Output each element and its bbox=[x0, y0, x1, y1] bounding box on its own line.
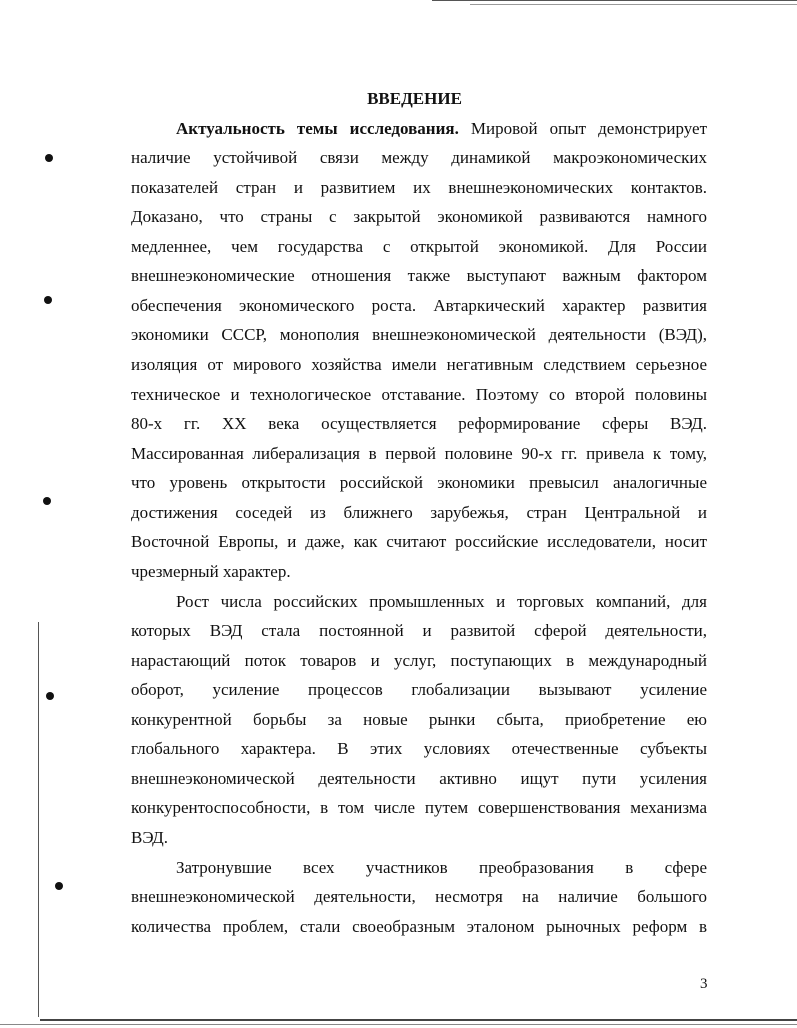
paragraph-line: Доказано, что страны с закрытой экономикой развиваются намного bbox=[131, 207, 707, 226]
paragraph-line: которых ВЭД стала постоянной и развитой сферой деятельности, bbox=[131, 621, 707, 640]
binder-hole-mark bbox=[55, 882, 63, 890]
binder-hole-mark bbox=[44, 296, 52, 304]
paragraph-line: внешнеэкономической деятельности активно ищут пути усиления bbox=[131, 769, 707, 788]
paragraph-line: чрезмерный характер. bbox=[131, 562, 291, 581]
scan-edge-line bbox=[432, 0, 797, 1]
paragraph-line: оборот, усиление процессов глобализации вызывают усиление bbox=[131, 680, 707, 699]
paragraph-line: Рост числа российских промышленных и торговых компаний, для bbox=[176, 592, 707, 611]
binder-hole-mark bbox=[43, 497, 51, 505]
paragraph-line: конкурентной борьбы за новые рынки сбыта, приобретение ею bbox=[131, 710, 707, 729]
paragraph-line: экономики СССР, монополия внешнеэкономической деятельности (ВЭД), bbox=[131, 325, 707, 344]
paragraph-line: ВЭД. bbox=[131, 828, 168, 847]
scan-edge-line bbox=[470, 4, 797, 5]
scan-margin-line bbox=[38, 622, 39, 1017]
paragraph-line: что уровень открытости российской экономики превысил аналогичные bbox=[131, 473, 707, 492]
page-number: 3 bbox=[700, 976, 708, 992]
paragraph-line: Затронувшие всех участников преобразования в сфере bbox=[176, 858, 707, 877]
paragraph-line: Массированная либерализация в первой половине 90-х гг. привела к тому, bbox=[131, 444, 707, 463]
paragraph-line: медленнее, чем государства с открытой экономикой. Для России bbox=[131, 237, 707, 256]
paragraph-line: количества проблем, стали своеобразным эталоном рыночных реформ в bbox=[131, 917, 707, 936]
paragraph-line: внешнеэкономической деятельности, несмотря на наличие большого bbox=[131, 887, 707, 906]
paragraph-line: достижения соседей из ближнего зарубежья, стран Центральной и bbox=[131, 503, 707, 522]
scan-edge-line bbox=[40, 1019, 797, 1021]
paragraph-line: изоляция от мирового хозяйства имели негативным следствием серьезное bbox=[131, 355, 707, 374]
paragraph-line: нарастающий поток товаров и услуг, поступающих в международный bbox=[131, 651, 707, 670]
scan-edge-line bbox=[0, 1024, 797, 1025]
paragraph-line: наличие устойчивой связи между динамикой макроэкономических bbox=[131, 148, 707, 167]
paragraph-line: показателей стран и развитием их внешнеэкономических контактов. bbox=[131, 178, 707, 197]
paragraph-line: обеспечения экономического роста. Автаркический характер развития bbox=[131, 296, 707, 315]
paragraph-line: техническое и технологическое отставание. Поэтому со второй половины bbox=[131, 385, 707, 404]
page-heading: ВВЕДЕНИЕ bbox=[367, 89, 462, 108]
binder-hole-mark bbox=[45, 154, 53, 162]
paragraph-line: внешнеэкономические отношения также выступают важным фактором bbox=[131, 266, 707, 285]
paragraph-line: конкурентоспособности, в том числе путем совершенствования механизма bbox=[131, 798, 707, 817]
binder-hole-mark bbox=[46, 692, 54, 700]
paragraph-line: Актуальность темы исследования. Мировой опыт демонстрирует bbox=[176, 119, 708, 138]
lead-heading: Актуальность темы исследования. bbox=[176, 119, 459, 138]
paragraph-line: глобального характера. В этих условиях отечественные субъекты bbox=[131, 739, 707, 758]
paragraph-line: Восточной Европы, и даже, как считают российские исследователи, носит bbox=[131, 532, 707, 551]
paragraph-line: 80-х гг. XX века осуществляется реформирование сферы ВЭД. bbox=[131, 414, 707, 433]
